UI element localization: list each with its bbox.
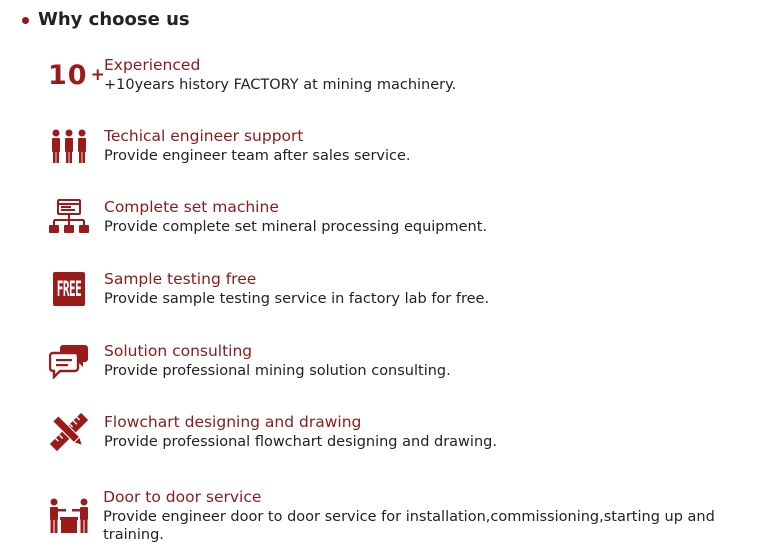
badge-plus: + <box>90 65 105 85</box>
feature-desc: +10years history FACTORY at mining machinery. <box>104 77 457 93</box>
engineer-team-icon <box>46 128 92 164</box>
feature-title: Flowchart designing and drawing <box>104 413 362 431</box>
feature-desc: Provide engineer team after sales service. <box>104 148 411 164</box>
free-icon-text: FREE <box>56 276 82 302</box>
machine-set-icon <box>46 198 92 236</box>
feature-item-solution-consulting <box>46 342 451 380</box>
badge-number: 10 <box>48 59 88 91</box>
feature-desc: Provide engineer door to door service for installation,commissioning,starting up and training. <box>103 509 715 543</box>
chat-bubbles-icon <box>46 343 92 379</box>
door-service-icon <box>46 497 91 535</box>
feature-title: Solution consulting <box>104 342 253 360</box>
header-bullet <box>22 17 29 24</box>
feature-item-engineer-support <box>46 127 411 165</box>
free-icon <box>46 272 92 306</box>
section-header <box>22 9 190 30</box>
feature-title: Techical engineer support <box>104 127 304 145</box>
feature-title: Experienced <box>104 56 201 74</box>
feature-desc: Provide sample testing service in factory lab for free. <box>104 291 490 307</box>
feature-desc: Provide complete set mineral processing equipment. <box>104 219 488 235</box>
page-title: Why choose us <box>38 9 190 30</box>
feature-item-experienced <box>48 56 456 94</box>
feature-item-door-to-door <box>46 488 767 544</box>
feature-title: Complete set machine <box>104 198 279 216</box>
feature-item-flowchart <box>46 413 497 451</box>
feature-title: Door to door service <box>103 488 262 506</box>
feature-item-complete-set <box>46 198 487 236</box>
ten-plus-badge <box>48 59 105 91</box>
pencil-ruler-icon <box>46 413 92 451</box>
feature-item-sample-testing <box>46 270 489 308</box>
feature-desc: Provide professional mining solution consulting. <box>104 363 451 379</box>
feature-desc: Provide professional flowchart designing and drawing. <box>104 434 497 450</box>
feature-title: Sample testing free <box>104 270 257 288</box>
